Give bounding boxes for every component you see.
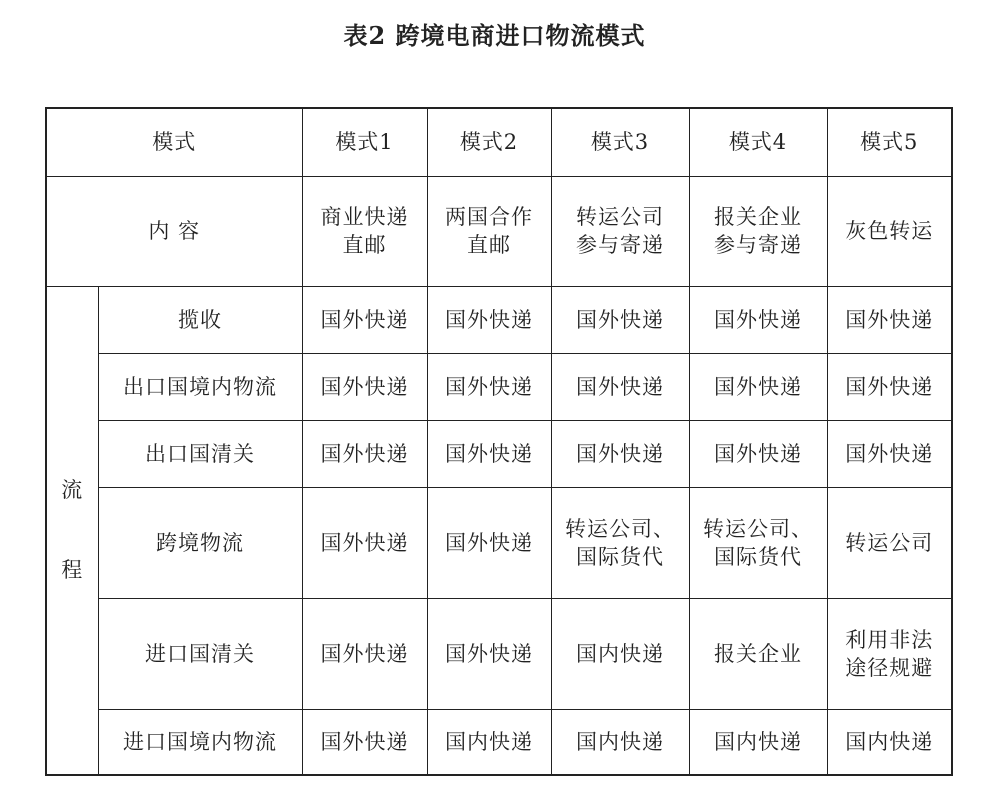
step-cell-mode-4-line: 国外快递 xyxy=(714,307,802,332)
step-cell-mode-2 xyxy=(427,286,551,353)
table-title: 表2 跨境电商进口物流模式 xyxy=(343,21,646,50)
step-cell-mode-5 xyxy=(827,487,952,598)
step-cell-mode-1-line: 国外快递 xyxy=(320,641,409,666)
step-cell-mode-1-line: 国外快递 xyxy=(320,530,409,555)
table-row xyxy=(46,286,952,353)
mode-header-cell: 模式 xyxy=(46,108,302,176)
step-cell-mode-4-line: 转运公司、 xyxy=(703,516,813,541)
mode-2-header: 模式2 xyxy=(427,108,551,176)
content-cell-mode-2-line: 直邮 xyxy=(467,233,511,257)
content-cell-mode-2-line: 两国合作 xyxy=(445,205,533,229)
step-cell-mode-1 xyxy=(302,286,427,353)
content-cell-mode-5 xyxy=(827,176,952,286)
step-cell-mode-2 xyxy=(427,420,551,487)
step-cell-mode-2 xyxy=(427,709,551,775)
step-cell-mode-3 xyxy=(551,598,689,709)
process-group-label xyxy=(46,286,98,775)
content-label-cell: 内 容 xyxy=(46,176,302,286)
table-row xyxy=(46,487,952,598)
step-cell-mode-4 xyxy=(689,709,827,775)
step-cell-mode-2 xyxy=(427,598,551,709)
step-cell-mode-3 xyxy=(551,709,689,775)
step-cell-mode-1-line: 国外快递 xyxy=(320,374,409,399)
content-cell-mode-3-line: 参与寄递 xyxy=(576,233,664,257)
content-cell-mode-4-line: 参与寄递 xyxy=(714,233,802,257)
content-cell-mode-2 xyxy=(427,176,551,286)
step-cell-mode-4 xyxy=(689,353,827,420)
step-cell-mode-3-line: 转运公司、 xyxy=(565,516,675,541)
step-cell-mode-1 xyxy=(302,709,427,775)
step-cell-mode-1 xyxy=(302,353,427,420)
step-label-cell: 揽收 xyxy=(98,286,302,353)
step-cell-mode-1-line: 国外快递 xyxy=(320,729,409,754)
step-label-cell: 出口国清关 xyxy=(98,420,302,487)
content-cell-mode-3-line: 转运公司 xyxy=(576,205,664,229)
step-cell-mode-3 xyxy=(551,420,689,487)
step-label-cell: 进口国境内物流 xyxy=(98,709,302,775)
mode-1-header: 模式1 xyxy=(302,108,427,176)
step-cell-mode-1 xyxy=(302,420,427,487)
step-cell-mode-1-line: 国外快递 xyxy=(320,307,409,332)
step-cell-mode-4-line: 报关企业 xyxy=(714,641,802,666)
table-row xyxy=(46,598,952,709)
content-cell-mode-1 xyxy=(302,176,427,286)
step-cell-mode-5 xyxy=(827,709,952,775)
content-cell-mode-1-line: 商业快递 xyxy=(320,205,409,229)
step-cell-mode-1 xyxy=(302,598,427,709)
step-cell-mode-2-line: 国外快递 xyxy=(445,374,533,399)
step-cell-mode-5-line: 利用非法 xyxy=(845,627,934,652)
step-cell-mode-5-line: 国外快递 xyxy=(845,307,934,332)
step-cell-mode-2-line: 国外快递 xyxy=(445,307,533,332)
step-cell-mode-3 xyxy=(551,353,689,420)
header-row xyxy=(46,108,952,176)
content-cell-mode-3 xyxy=(551,176,689,286)
process-group-char: 流 xyxy=(61,478,84,503)
step-cell-mode-5-line: 国外快递 xyxy=(845,441,934,466)
step-cell-mode-4 xyxy=(689,286,827,353)
step-cell-mode-5 xyxy=(827,353,952,420)
step-cell-mode-3-line: 国外快递 xyxy=(576,374,664,399)
content-cell-mode-1-line: 直邮 xyxy=(342,233,387,257)
content-cell-mode-4-line: 报关企业 xyxy=(714,205,802,229)
mode-5-header: 模式5 xyxy=(827,108,952,176)
step-label-cell: 跨境物流 xyxy=(98,487,302,598)
step-cell-mode-4-line: 国际货代 xyxy=(714,544,802,569)
step-cell-mode-1-line: 国外快递 xyxy=(320,441,409,466)
step-cell-mode-5-line: 国内快递 xyxy=(845,729,934,754)
content-cell-mode-4 xyxy=(689,176,827,286)
step-cell-mode-2-line: 国外快递 xyxy=(445,530,533,555)
content-row xyxy=(46,176,952,286)
step-cell-mode-3-line: 国外快递 xyxy=(576,307,664,332)
step-cell-mode-4-line: 国内快递 xyxy=(714,729,802,754)
table-row xyxy=(46,353,952,420)
step-cell-mode-3-line: 国际货代 xyxy=(576,544,664,569)
step-cell-mode-4 xyxy=(689,598,827,709)
step-cell-mode-5-line: 转运公司 xyxy=(845,530,934,555)
step-label-cell: 进口国清关 xyxy=(98,598,302,709)
step-cell-mode-4-line: 国外快递 xyxy=(714,441,802,466)
mode-3-header: 模式3 xyxy=(551,108,689,176)
process-group-char: 程 xyxy=(61,558,84,583)
table-row xyxy=(46,420,952,487)
step-cell-mode-3-line: 国内快递 xyxy=(576,729,664,754)
step-cell-mode-3 xyxy=(551,487,689,598)
step-cell-mode-5-line: 途径规避 xyxy=(845,655,934,680)
table-row xyxy=(46,709,952,775)
step-cell-mode-4-line: 国外快递 xyxy=(714,374,802,399)
step-cell-mode-2-line: 国外快递 xyxy=(445,641,533,666)
step-cell-mode-2 xyxy=(427,353,551,420)
step-cell-mode-4 xyxy=(689,487,827,598)
step-cell-mode-4 xyxy=(689,420,827,487)
step-cell-mode-3-line: 国内快递 xyxy=(576,641,664,666)
step-cell-mode-5-line: 国外快递 xyxy=(845,374,934,399)
step-label-cell: 出口国境内物流 xyxy=(98,353,302,420)
step-cell-mode-2-line: 国外快递 xyxy=(445,441,533,466)
logistics-mode-table xyxy=(45,107,953,776)
step-cell-mode-5 xyxy=(827,286,952,353)
step-cell-mode-2-line: 国内快递 xyxy=(445,729,533,754)
step-cell-mode-2 xyxy=(427,487,551,598)
step-cell-mode-5 xyxy=(827,598,952,709)
table-body xyxy=(46,108,952,775)
mode-4-header: 模式4 xyxy=(689,108,827,176)
step-cell-mode-5 xyxy=(827,420,952,487)
content-cell-mode-5-line: 灰色转运 xyxy=(845,219,934,243)
step-cell-mode-3 xyxy=(551,286,689,353)
step-cell-mode-1 xyxy=(302,487,427,598)
step-cell-mode-3-line: 国外快递 xyxy=(576,441,664,466)
